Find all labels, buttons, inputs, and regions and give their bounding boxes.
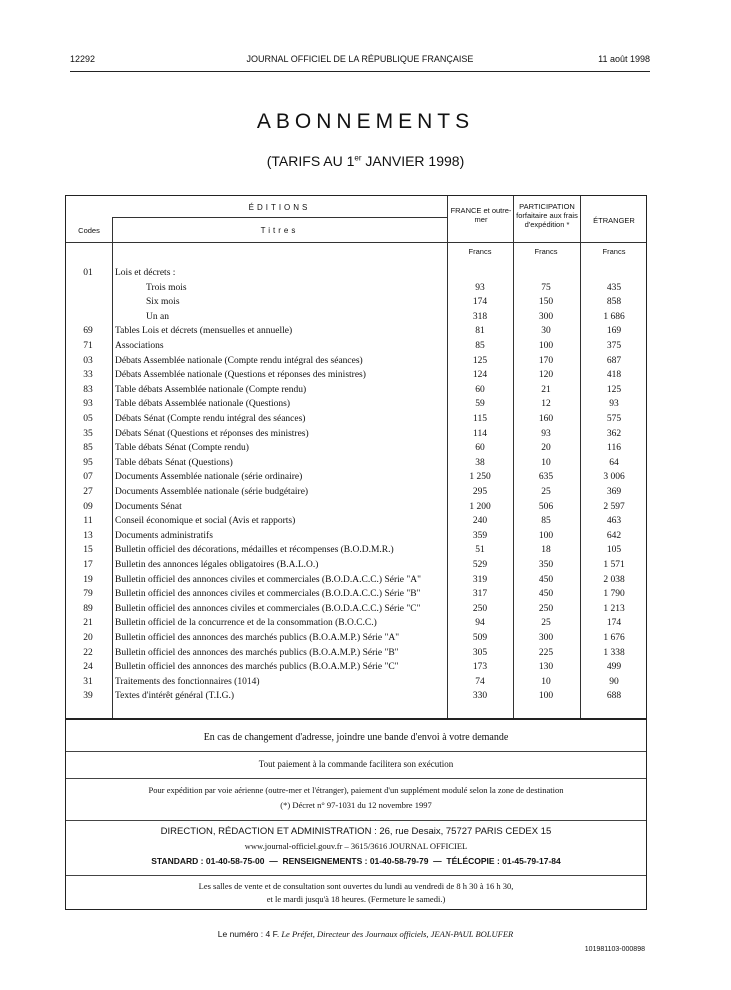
row-title [146,310,445,325]
row-title [115,397,445,412]
row-price-france: 81 [475,326,485,337]
row-title-label: Bulletin officiel des annonces civiles et commerciales (B.O.D.A.C.C.) Série "A" [115,574,421,585]
row-price-etranger: 362 [606,428,622,439]
row-price-france: 1 250 [469,472,491,483]
row-title-label: Table débats Assemblée nationale (Questions) [115,399,291,410]
page-number: 12292 [70,54,96,64]
row-price-etranger: 174 [606,618,622,629]
row-title-label: Six mois [146,297,180,308]
row-price-france: 173 [472,662,488,673]
table-row [66,383,646,398]
row-title [115,602,445,617]
row-price-france: 305 [472,647,488,658]
row-price-etranger: 1 571 [603,560,625,570]
table-row [66,529,646,544]
direction-address: DIRECTION, RÉDACTION ET ADMINISTRATION : 26, rue Desaix, 75727 PARIS CEDEX 15 [160,826,552,837]
table-row [66,558,646,573]
row-title [115,266,445,281]
row-title-label: Bulletin officiel des annonces civiles et commerciales (B.O.D.A.C.C.) Série "C" [115,603,421,614]
journal-name: JOURNAL OFFICIEL DE LA RÉPUBLIQUE FRANÇAISE [246,54,474,64]
change-address-note: En cas de changement d'adresse, joindre une bande d'envoi à votre demande [203,732,509,743]
table-row [66,587,646,602]
row-title-label: Traitements des fonctionnaires (1014) [115,676,260,687]
row-price-etranger: 375 [606,341,622,351]
row-title [115,485,445,500]
row-price-participation: 100 [538,341,554,351]
tariff-table [65,195,647,719]
table-row [66,500,646,515]
table-row [66,543,646,558]
row-title-label: Conseil économique et social (Avis et rapports) [115,516,296,527]
row-title-label: Table débats Sénat (Compte rendu) [115,443,249,454]
row-code: 21 [83,618,93,629]
row-title [115,689,445,704]
sales-hours-line-1: Les salles de vente et de consultation sont ouvertes du lundi au vendredi de 8 h 30 à 16 h 30, [198,881,514,891]
row-price-participation: 75 [541,282,551,293]
row-price-etranger: 90 [609,676,619,687]
row-price-france: 93 [475,282,485,293]
subtitle-before: (TARIFS AU 1 [266,153,355,169]
row-price-participation: 635 [538,472,554,483]
row-price-participation: 85 [541,516,551,527]
row-price-etranger: 858 [606,297,622,308]
row-code: 35 [83,428,93,439]
row-code: 31 [83,676,93,687]
row-price-france: 1 200 [469,501,491,512]
row-price-france: 317 [472,589,488,600]
row-price-france: 509 [472,633,488,643]
row-code: 33 [83,370,93,381]
row-price-etranger: 688 [606,691,622,702]
row-price-france: 529 [472,560,488,570]
row-title [115,646,445,661]
row-price-france: 51 [475,545,485,556]
row-code: 09 [83,501,93,512]
row-title [115,675,445,690]
row-title [115,441,445,456]
row-price-france: 319 [472,574,488,585]
issue-date: 11 août 1998 [598,54,650,64]
row-price-etranger: 1 686 [603,311,625,322]
row-price-france: 114 [473,428,487,439]
row-price-participation: 300 [538,311,554,322]
renseignements-phone: RENSEIGNEMENTS : 01-40-58-79-79 [282,856,429,866]
table-row [66,660,646,675]
row-price-france: 94 [475,618,485,629]
row-title-label: Documents administratifs [115,530,213,541]
row-price-participation: 20 [541,443,551,454]
row-price-etranger: 64 [609,457,619,468]
page-subtitle [0,153,731,169]
row-price-france: 60 [475,384,485,395]
row-price-participation: 93 [541,428,551,439]
row-title-label: Bulletin officiel des annonces des marchés publics (B.O.A.M.P.) Série "C" [115,662,399,673]
row-price-etranger: 687 [606,355,622,366]
info-separator [66,875,646,876]
row-title [115,456,445,471]
print-reference: 101981103-000898 [584,946,645,953]
row-price-france: 318 [472,311,488,322]
row-price-participation: 150 [538,297,554,308]
row-title-label: Bulletin officiel des décorations, médailles et récompenses (B.O.D.M.R.) [115,545,394,556]
row-title [115,573,445,588]
table-row [66,646,646,661]
row-code: 07 [83,472,93,483]
decree-note: (*) Décret n° 97-1031 du 12 novembre 1997 [280,800,432,810]
row-price-france: 124 [472,370,488,381]
row-price-etranger: 642 [606,530,622,541]
row-price-participation: 160 [538,414,554,424]
header-rule [70,71,650,72]
row-price-france: 250 [472,603,488,614]
row-price-france: 115 [473,414,487,424]
row-code: 39 [83,691,93,702]
table-row [66,295,646,310]
row-title [115,354,445,369]
row-code: 19 [83,574,93,585]
table-row [66,470,646,485]
footer-price-line [0,929,731,939]
row-price-etranger: 1 790 [603,589,625,600]
payment-note: Tout paiement à la commande facilitera son exécution [258,759,454,769]
header-titres: Titres [260,226,299,235]
issue-price: Le numéro : 4 F. [217,929,280,939]
table-row [66,281,646,296]
row-title [115,500,445,515]
info-separator [66,778,646,779]
table-row [66,397,646,412]
running-head [70,54,650,68]
unit-participation: Francs [534,247,558,256]
header-etranger: ÉTRANGER [593,216,635,225]
table-row [66,324,646,339]
website-line: www.journal-officiel.gouv.fr – 3615/3616 JOURNAL OFFICIEL [244,841,468,851]
row-title [115,529,445,544]
row-price-participation: 100 [538,691,554,702]
director-signature: Le Préfet, Directeur des Journaux officiels, JEAN-PAUL BOLUFER [281,929,514,939]
row-price-etranger: 499 [606,662,622,673]
editions-rule [112,217,447,218]
row-price-etranger: 435 [606,282,622,293]
header-editions: ÉDITIONS [248,203,311,212]
row-price-participation: 450 [538,589,554,600]
row-title-label: Lois et décrets : [115,268,176,278]
page-title: ABONNEMENTS [256,110,475,133]
row-price-etranger: 3 006 [603,472,625,483]
header-codes: Codes [78,226,100,235]
row-price-etranger: 369 [606,487,622,497]
row-title-label: Tables Lois et décrets (mensuelles et annuelle) [115,326,293,337]
row-title-label: Débats Assemblée nationale (Questions et réponses des ministres) [115,370,366,381]
row-price-participation: 450 [538,574,554,585]
info-box [65,719,647,910]
shipping-note: Pour expédition par voie aérienne (outre-mer et l'étranger), paiement d'un supplément modulé selon la zone de destination [148,785,564,795]
row-price-etranger: 2 038 [603,574,625,585]
row-price-participation: 21 [541,384,551,395]
row-price-participation: 350 [538,560,554,570]
row-price-participation: 300 [538,633,554,643]
row-price-etranger: 1 338 [603,647,625,658]
row-title [115,616,445,631]
row-code: 13 [83,530,93,541]
row-title-label: Textes d'intérêt général (T.I.G.) [115,691,235,702]
table-row [66,368,646,383]
row-price-participation: 506 [538,501,554,512]
row-price-france: 85 [475,341,485,351]
row-title [115,324,445,339]
row-price-france: 174 [472,297,488,308]
row-title-label: Documents Assemblée nationale (série budgétaire) [115,487,309,497]
row-title-label: Bulletin officiel des annonces des marchés publics (B.O.A.M.P.) Série "B" [115,647,399,658]
row-title [115,339,445,354]
row-title-label: Un an [146,311,169,322]
table-row [66,485,646,500]
table-row [66,456,646,471]
table-row [66,339,646,354]
table-row [66,689,646,704]
row-price-etranger: 2 597 [603,501,625,512]
row-code: 11 [83,516,93,527]
row-price-participation: 170 [538,355,554,366]
row-code: 27 [83,487,93,497]
unit-france: Francs [468,247,492,256]
table-row [66,616,646,631]
table-row [66,573,646,588]
row-code: 69 [83,326,93,337]
row-title-label: Bulletin officiel de la concurrence et de la consommation (B.O.C.C.) [115,618,377,629]
row-title [115,543,445,558]
sales-hours-line-2: et le mardi jusqu'à 18 heures. (Fermeture le samedi.) [266,894,446,904]
table-row [66,514,646,529]
row-price-france: 74 [475,676,485,687]
table-row [66,631,646,646]
row-title-label: Bulletin des annonces légales obligatoires (B.A.L.O.) [115,560,319,570]
row-code: 85 [83,443,93,454]
row-price-etranger: 1 213 [603,603,625,614]
subtitle-sup: er [354,153,362,163]
row-price-etranger: 93 [609,399,619,410]
row-code: 05 [83,414,93,424]
dash-separator: — [266,856,281,866]
row-price-france: 330 [472,691,488,702]
row-code: 24 [83,662,93,673]
row-title-label: Débats Sénat (Compte rendu intégral des séances) [115,414,306,424]
table-row [66,427,646,442]
row-price-france: 60 [475,443,485,454]
row-code: 03 [83,355,93,366]
table-row [66,441,646,456]
row-code: 20 [83,633,93,643]
table-row [66,412,646,427]
row-code: 17 [83,560,93,570]
row-price-participation: 120 [538,370,554,381]
row-price-participation: 250 [538,603,554,614]
row-title-label: Documents Assemblée nationale (série ordinaire) [115,472,303,483]
row-title-label: Associations [115,341,164,351]
row-price-france: 125 [472,355,488,366]
dash-separator: — [430,856,445,866]
row-price-etranger: 418 [606,370,622,381]
info-separator [66,751,646,752]
table-row [66,602,646,617]
row-price-france: 59 [475,399,485,410]
row-price-participation: 10 [541,457,551,468]
row-code: 01 [83,268,93,278]
table-row [66,266,646,281]
row-price-etranger: 1 676 [603,633,625,643]
contact-line [66,856,646,866]
row-title-label: Trois mois [146,282,187,293]
row-title-label: Documents Sénat [115,501,182,512]
row-title [115,427,445,442]
row-code: 83 [83,384,93,395]
row-price-etranger: 169 [606,326,622,337]
row-price-etranger: 116 [607,443,621,454]
row-title [115,368,445,383]
row-price-etranger: 105 [606,545,622,556]
row-title [115,514,445,529]
row-code: 79 [83,589,93,600]
header-france: FRANCE et outre-mer [450,206,512,224]
row-code: 15 [83,545,93,556]
row-price-participation: 10 [541,676,551,687]
row-title-label: Débats Sénat (Questions et réponses des ministres) [115,428,309,439]
table-row [66,675,646,690]
row-price-participation: 18 [541,545,551,556]
row-title [146,281,445,296]
row-price-france: 359 [472,530,488,541]
row-title [115,660,445,675]
header-participation: PARTICIPATION forfaitaire aux frais d'expédition * [516,202,578,229]
unit-etranger: Francs [602,247,626,256]
row-title-label: Bulletin officiel des annonces civiles et commerciales (B.O.D.A.C.C.) Série "B" [115,589,421,600]
row-price-etranger: 463 [606,516,622,527]
info-separator [66,820,646,821]
row-price-participation: 12 [541,399,551,410]
row-title [146,295,445,310]
row-code: 22 [83,647,93,658]
row-title [115,558,445,573]
row-price-participation: 225 [538,647,554,658]
row-price-france: 295 [472,487,488,497]
row-title-label: Bulletin officiel des annonces des marchés publics (B.O.A.M.P.) Série "A" [115,633,400,643]
row-code: 95 [83,457,93,468]
header-rule-main [66,242,646,243]
subtitle-after: JANVIER 1998) [361,153,465,169]
row-title [115,383,445,398]
row-code: 93 [83,399,93,410]
standard-phone: STANDARD : 01-40-58-75-00 [151,856,265,866]
row-title [115,631,445,646]
table-row [66,310,646,325]
row-price-france: 240 [472,516,488,527]
row-price-participation: 25 [541,618,551,629]
row-price-participation: 100 [538,530,554,541]
row-title-label: Table débats Assemblée nationale (Compte rendu) [115,384,307,395]
row-title [115,587,445,602]
table-row [66,354,646,369]
row-price-etranger: 125 [606,384,622,395]
row-price-france: 38 [475,457,485,468]
row-title [115,412,445,427]
row-price-etranger: 575 [606,414,622,424]
row-title-label: Table débats Sénat (Questions) [115,457,233,468]
row-price-participation: 25 [541,487,551,497]
row-code: 71 [83,341,93,351]
telecopie-fax: TÉLÉCOPIE : 01-45-79-17-84 [446,856,561,866]
row-code: 89 [83,603,93,614]
row-title-label: Débats Assemblée nationale (Compte rendu intégral des séances) [115,355,363,366]
row-title [115,470,445,485]
row-price-participation: 30 [541,326,551,337]
row-price-participation: 130 [538,662,554,673]
